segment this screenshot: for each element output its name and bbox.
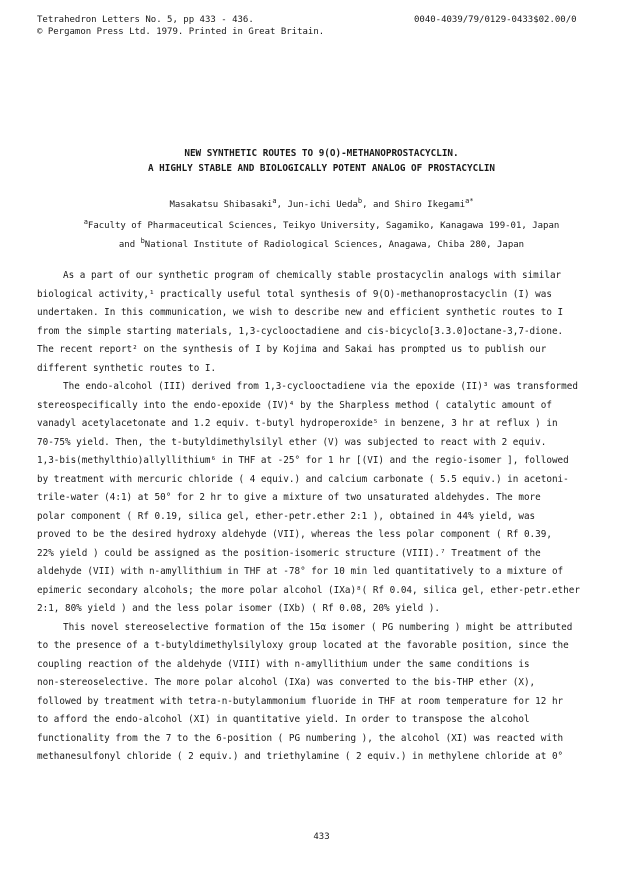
body-line: methanesulfonyl chloride ( 2 equiv.) and triethylamine ( 2 equiv.) in methylene chloride at 0°: [37, 751, 564, 762]
body-line: trile-water (4:1) at 50° for 2 hr to give a mixture of two unsaturated aldehydes. The more: [37, 492, 541, 503]
body-line: non-stereoselective. The more polar alcohol (IXa) was converted to the bis-THP ether (X),: [37, 677, 536, 688]
title-line-1: NEW SYNTHETIC ROUTES TO 9(O)-METHANOPROSTACYCLIN.: [184, 148, 459, 159]
body-line: followed by treatment with tetra-n-butylammonium fluoride in THF at room temperature for 12 hr: [37, 695, 564, 707]
body-line: aldehyde (VII) with n-amyllithium in THF at -78° for 10 min led quantitatively to a mixture of: [37, 566, 564, 577]
affiliation-b: and $^b$National Institute of Radiological Sciences, Anagawa, Chiba 280, Japan: [118, 237, 525, 250]
journal-header: [37, 14, 324, 38]
body-line: 22% yield ) could be assigned as the position-isomeric structure (VIII).⁷ Treatment of the: [37, 547, 541, 559]
author-affiliation-mark: b: [357, 197, 363, 205]
author-list: Masakatsu Shibasaki$^a$, Jun-ichi Ueda$^b$, and Shiro Ikegami$^{a*}$: [169, 197, 474, 210]
body-line: biological activity,¹ practically useful total synthesis of 9(O)-methanoprostacyclin (I) was: [37, 288, 552, 300]
body-line: 2:1, 80% yield ) and the less polar isomer (IXb) ( Rf 0.08, 20% yield ).: [37, 603, 440, 614]
article-body: [37, 267, 621, 767]
affiliation-a: $^a$Faculty of Pharmaceutical Sciences, Teikyo University, Sagamiko, Kanagawa 199-01, Japan: [83, 218, 560, 231]
body-line: vanadyl acetylacetonate and 1.2 equiv. t-butyl hydroperoxide⁵ in benzene, 3 hr at reflux ) in: [37, 418, 558, 429]
body-line: The endo-alcohol (III) derived from 1,3-cyclooctadiene via the epoxide (II)³ was transformed: [63, 381, 578, 392]
body-line: functionality from the 7 to the 6-position ( PG numbering ), the alcohol (XI) was reacted with: [37, 732, 564, 744]
title-line-2: A HIGHLY STABLE AND BIOLOGICALLY POTENT ANALOG OF PROSTACYCLIN: [147, 163, 496, 174]
body-line: 70-75% yield. Then, the t-butyldimethylsilyl ether (V) was subjected to react with 2 equiv.: [37, 436, 547, 448]
body-line: epimeric secondary alcohols; the more polar alcohol (IXa)⁸( Rf 0.04, silica gel, ether-petr.ether: [37, 584, 580, 596]
body-line: to afford the endo-alcohol (XI) in quantitative yield. In order to transpose the alcohol: [37, 714, 530, 725]
body-line: coupling reaction of the aldehyde (VIII) with n-amyllithium under the same conditions is: [37, 658, 530, 670]
body-line: proved to be the desired hydroxy aldehyde (VII), whereas the less polar component ( Rf 0.39,: [37, 529, 552, 540]
page-number: 433: [313, 832, 330, 842]
article-title: [0, 146, 643, 176]
body-line: by treatment with mercuric chloride ( 4 equiv.) and calcium carbonate ( 5.5 equiv.) in acetoni-: [37, 473, 569, 485]
author-name: Jun-ichi Ueda: [287, 200, 358, 210]
author-affiliation-mark: a*: [465, 197, 474, 205]
body-line: polar component ( Rf 0.19, silica gel, ether-petr.ether 2:1 ), obtained in 44% yield, was: [37, 510, 536, 522]
body-line: As a part of our synthetic program of chemically stable prostacyclin analogs with similar: [63, 270, 562, 281]
body-line: from the simple starting materials, 1,3-cyclooctadiene and cis-bicyclo[3.3.0]octane-3,7-dione.: [37, 325, 564, 337]
body-line: undertaken. In this communication, we wish to describe new and efficient synthetic routes to I: [37, 307, 564, 318]
body-line: to the presence of a t-butyldimethylsilyloxy group located at the favorable position, since the: [37, 640, 569, 651]
affiliations: [0, 217, 643, 255]
body-line: The recent report² on the synthesis of I by Kojima and Sakai has prompted us to publish our: [37, 344, 547, 355]
author-name: Masakatsu Shibasaki: [169, 200, 273, 210]
author-affiliation-mark: a: [272, 197, 277, 205]
body-line: 1,3-bis(methylthio)allyllithium⁶ in THF at -25° for 1 hr [(VI) and the regio-isomer ], followed: [37, 455, 569, 466]
body-line: stereospecifically into the endo-epoxide (IV)⁴ by the Sharpless method ( catalytic amount of: [37, 399, 552, 411]
body-line: different synthetic routes to I.: [37, 362, 217, 374]
body-line: This novel stereoselective formation of the 15α isomer ( PG numbering ) might be attributed: [63, 621, 573, 633]
article-code: 0040-4039/79/0129-0433$02.00/0: [414, 15, 577, 25]
journal-citation: Tetrahedron Letters No. 5, pp 433 - 436.: [37, 15, 254, 25]
publisher-line: © Pergamon Press Ltd. 1979. Printed in Great Britain.: [37, 27, 325, 37]
author-name: and Shiro Ikegami: [372, 200, 466, 210]
